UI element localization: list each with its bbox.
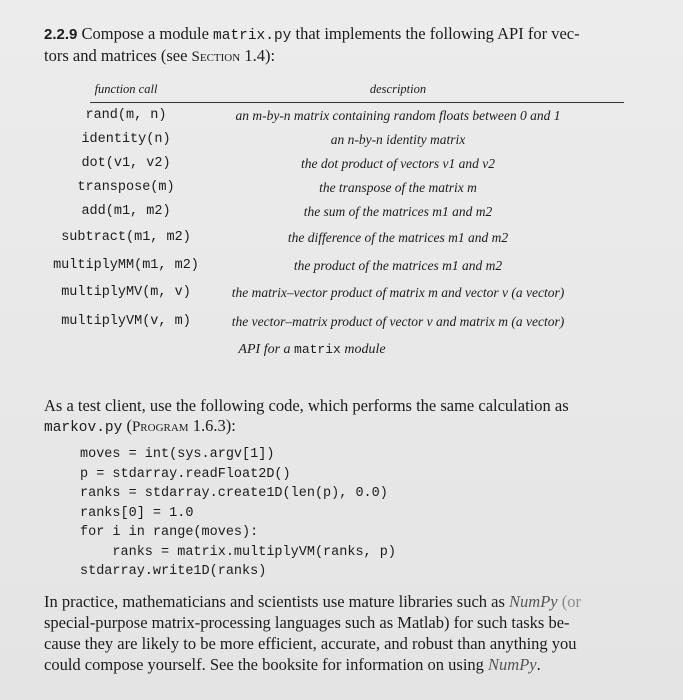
program-ref: Program: [131, 419, 189, 435]
function-description: the sum of the matrices m1 and m2: [303, 204, 493, 219]
function-call: add(m1, m2): [81, 204, 171, 219]
table-row: [50, 156, 574, 180]
function-call: multiplyMM(m1, m2): [53, 258, 199, 273]
table-row: [50, 180, 574, 204]
table-row: [50, 204, 574, 228]
code-line: ranks[0] = 1.0: [80, 505, 194, 521]
function-description: the dot product of vectors v1 and v2: [300, 156, 496, 171]
function-call: subtract(m1, m2): [61, 230, 191, 245]
code-line: for i in range(moves):: [80, 525, 259, 540]
function-call: dot(v1, v2): [81, 156, 171, 171]
table-row: [50, 230, 574, 254]
table-row: [50, 314, 574, 338]
markov-file-name: markov.py: [44, 420, 123, 436]
function-description: the vector–matrix product of vector v and matrix m (a vector): [231, 314, 565, 329]
code-line: stdarray.write1D(ranks): [80, 564, 267, 579]
exercise-number: 2.2.9: [44, 26, 78, 43]
function-call: identity(n): [81, 132, 171, 147]
table-row: [50, 108, 574, 132]
table-row: [50, 285, 574, 309]
function-call: rand(m, n): [85, 108, 167, 123]
function-description: an m-by-n matrix containing random floats between 0 and 1: [235, 108, 561, 123]
code-line: p = stdarray.readFloat2D(): [80, 466, 291, 482]
code-line: ranks = stdarray.create1D(len(p), 0.0): [80, 486, 388, 501]
table-row: [50, 258, 574, 282]
exercise-heading: 2.2.9 Compose a module matrix.py that implements the following API for vec- tors and matrices (see Section 1.4):: [44, 24, 580, 65]
function-call: transpose(m): [77, 180, 175, 195]
header-description: description: [369, 82, 427, 96]
function-call: multiplyVM(v, m): [61, 314, 191, 329]
table-row: [50, 132, 574, 156]
test-client-paragraph: As a test client, use the following code, which performs the same calculation as markov.py (Program 1.6.3):: [44, 396, 569, 436]
table-caption: API for a matrix module: [238, 342, 386, 357]
function-description: the difference of the matrices m1 and m2: [287, 230, 509, 245]
code-line: moves = int(sys.argv[1]): [80, 447, 275, 462]
function-call: multiplyMV(m, v): [61, 285, 191, 300]
header-function-call: function call: [94, 82, 158, 96]
module-file-name: matrix.py: [213, 28, 292, 44]
section-ref: Section: [191, 49, 241, 65]
code-line: ranks = matrix.multiplyVM(ranks, p): [80, 544, 396, 560]
code-block: [80, 447, 580, 584]
closing-paragraph: In practice, mathematicians and scientists use mature libraries such as NumPy (or special-purpose matrix-processing languages such as Matlab) for such tasks be- cause they are likely to be more efficient, accurate, and robust than anything you could compose yourself. See the booksite for information on using NumPy.: [44, 592, 581, 674]
function-description: an n-by-n identity matrix: [330, 132, 466, 147]
function-description: the transpose of the matrix m: [319, 180, 477, 195]
function-description: the matrix–vector product of matrix m and vector v (a vector): [231, 285, 565, 300]
function-description: the product of the matrices m1 and m2: [293, 258, 503, 273]
header-rule: [90, 102, 624, 103]
